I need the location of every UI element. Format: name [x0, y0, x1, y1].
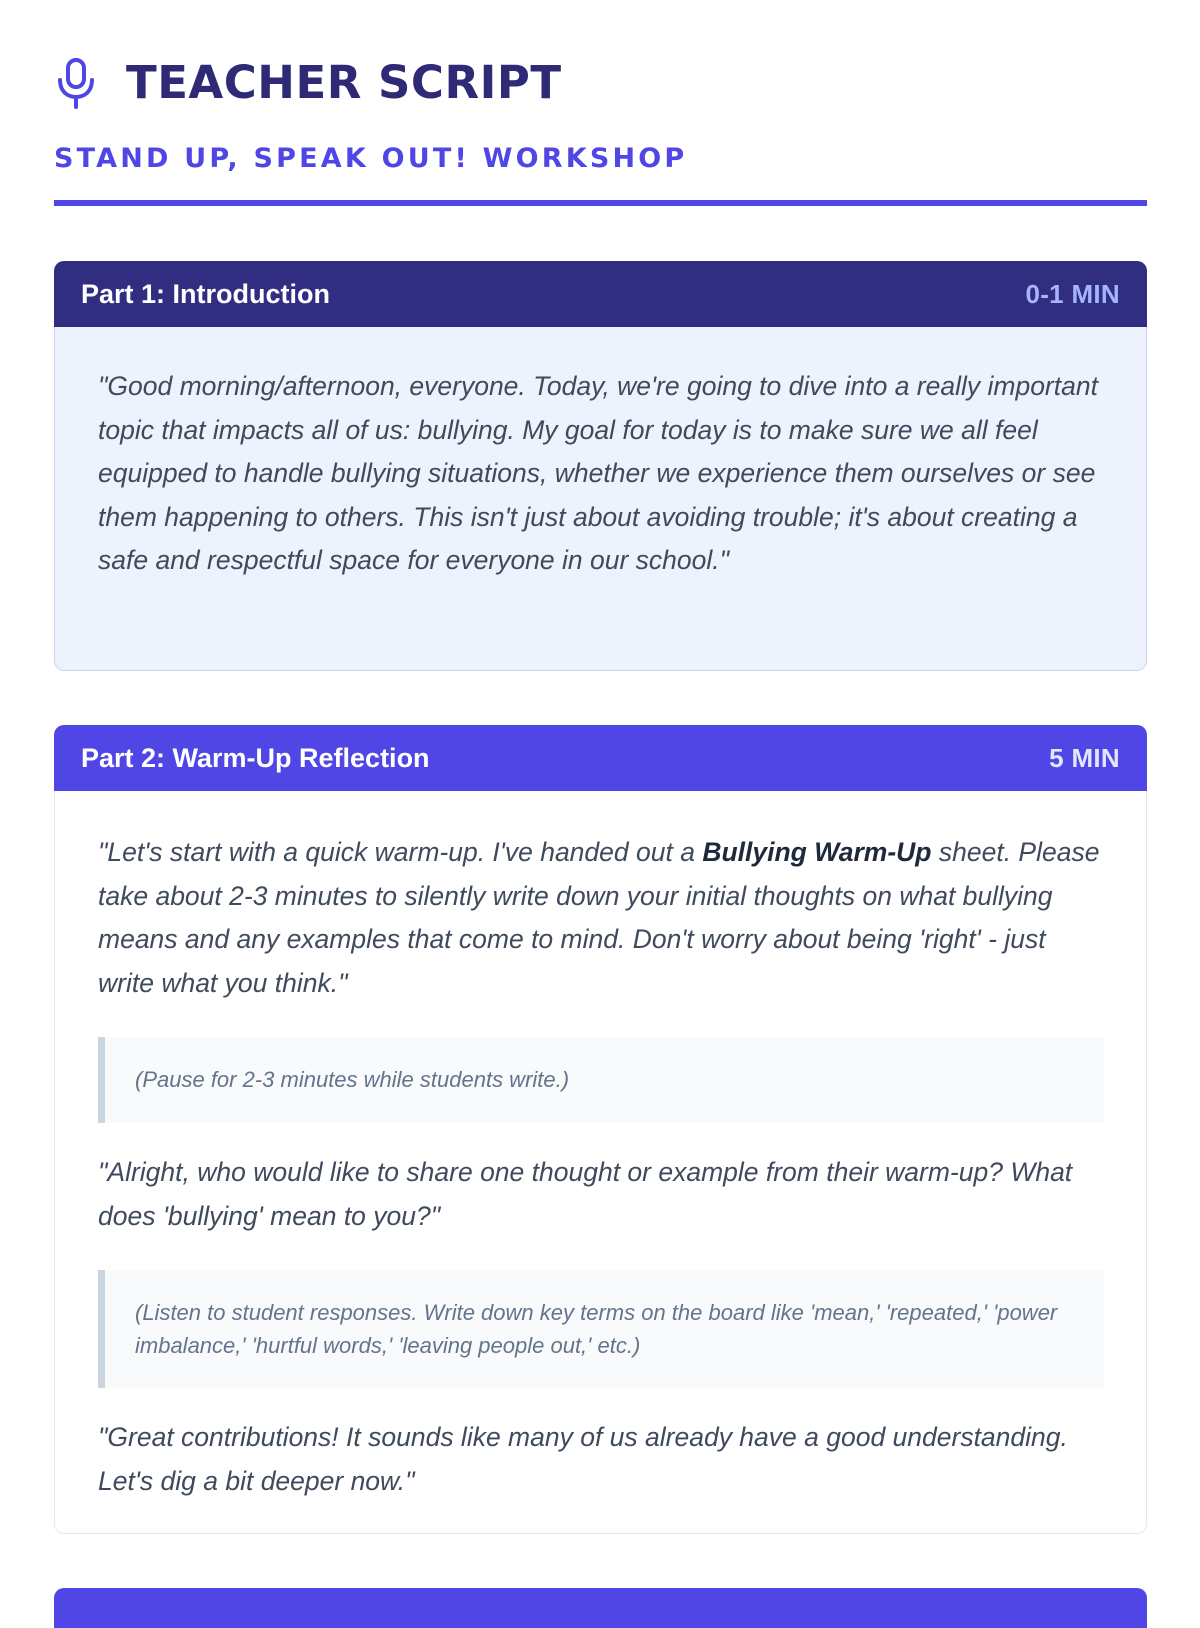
- header-divider: [54, 200, 1147, 206]
- section-part-1: [54, 261, 1147, 671]
- section-body: [54, 791, 1147, 1534]
- section-part-2: [54, 725, 1147, 1534]
- worksheet-name: Bullying Warm-Up: [702, 837, 932, 867]
- speech-text: "Let's start with a quick warm-up. I've handed out a: [98, 837, 703, 867]
- section-header: [54, 725, 1147, 791]
- page-title: TEACHER SCRIPT: [126, 56, 562, 109]
- speech-text: sheet. Please take about 2-3 minutes to silently write down your initial thoughts on what bullying means and any examples that come to mind. Don't worry about being 'right' - just write what you think.": [98, 837, 1100, 998]
- note-text: (Listen to student responses. Write down key terms on the board like 'mean,' 'repeated,' 'power imbalance,' 'hurtful words,' 'leaving people out,' etc.): [135, 1299, 1058, 1358]
- stage-direction-note: [98, 1270, 1104, 1388]
- section-title: Part 1: Introduction: [81, 278, 330, 309]
- page-subtitle: STAND UP, SPEAK OUT! WORKSHOP: [54, 143, 688, 174]
- section-part-3-header-partial: [54, 1588, 1147, 1628]
- script-speech: "Alright, who would like to share one thought or example from their warm-up? What does 'bullying' mean to you?": [98, 1157, 1073, 1231]
- script-speech: "Good morning/afternoon, everyone. Today, we're going to dive into a really important topic that impacts all of us: bullying. My goal for today is to make sure we all feel equipped to handle bullying situations, whether we experience them ourselves or see them happening to others. This isn't just about avoiding trouble; it's about creating a safe and respectful space for everyone in our school.": [98, 371, 1098, 575]
- note-text: (Pause for 2-3 minutes while students write.): [135, 1067, 570, 1093]
- section-body: [54, 327, 1147, 671]
- stage-direction-note: [98, 1037, 1104, 1123]
- page-header: [54, 52, 1147, 207]
- title-row: [54, 52, 1147, 114]
- section-header: [54, 261, 1147, 327]
- script-speech: "Great contributions! It sounds like many of us already have a good understanding. Let's dig a bit deeper now.": [98, 1422, 1068, 1496]
- section-duration: 5 MIN: [1049, 742, 1120, 773]
- section-title: Part 2: Warm-Up Reflection: [81, 742, 430, 773]
- section-duration: 0-1 MIN: [1025, 278, 1120, 309]
- microphone-icon: [54, 56, 100, 110]
- script-speech: [98, 831, 1104, 1005]
